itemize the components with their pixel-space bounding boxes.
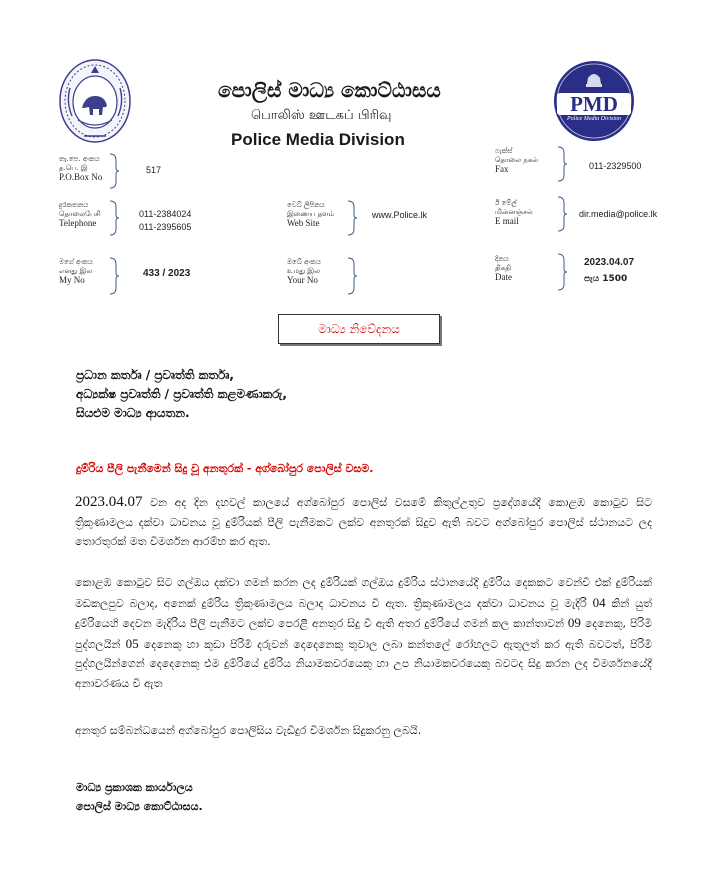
men-injured-count: 05 (125, 635, 139, 651)
header-title-tamil: பொலிஸ் ஊடகப் பிரிவு (251, 108, 392, 123)
fax-value: 011-2329500 (589, 161, 642, 171)
signature-line: පොලිස් මාධ්‍ය කොට්ඨාසය. (76, 800, 203, 813)
date-brace (556, 253, 568, 291)
pmd-logo-text: PMD (570, 92, 618, 116)
paragraph-1: 2023.04.07 වන අද දින දහවල් කාලයේ අග්බෝපුර පොලිස් වසමේ කිතුල්උතුව ප්‍රදේශයේදී කොළඹ කොටුව සිට ත්‍රිකුණාමලය දක්වා ධාවනය වූ දුම්රියක් පීලි පැනීමකට ලක්ව අනතුරක් සිදුව ඇති බවට අග්බෝපුර පොලිස් ස්ථානයට ලද තොරතුරක් මත විමර්ශන ආරම්භ කර ඇත. (75, 494, 652, 548)
header-title-sinhala: පොලිස් මාධ්‍ය කොට්ඨාසය (218, 78, 441, 102)
date-label: දිනය திகதி Date (495, 255, 512, 282)
paragraph-3: අනතුර සම්බන්ධයෙන් අග්බෝපුර පොලිසිය වැඩිදුර විමර්ශන සිදුකරනු ලබයි. (75, 724, 422, 737)
fax-brace (556, 146, 568, 182)
signature-line: මාධ්‍ය ප්‍රකාශක කාර්යාලය (76, 781, 193, 794)
yourno-brace (346, 257, 358, 295)
telephone-label: දුරකතනය தொலைபேசி Telephone (59, 201, 101, 228)
yourno-label: ඔබේ අංකය உமது இல Your No (287, 258, 321, 285)
pmd-logo-subtext: Police Media Division (567, 116, 621, 122)
myno-brace (108, 257, 120, 295)
website-value: www.Police.lk (372, 210, 428, 220)
pmd-logo (553, 60, 635, 142)
paragraph-2: කොළඹ කොටුව සිට ගල්ඔය දක්වා ගමන් කරන ලද දුම්රියක් ගල්ඔය දුම්රිය ස්ථානයේදී දුම්රිය දෙකකට වෙන්වී එක් දුම්රියක් මඩකලපුව බලාද, අනෙක් දුම්රිය ත්‍රිකුණාමලය බලාද ධාවනය වී ඇත. ත්‍රිකුණාමලය දක්වා ධාවනය වූ මැදිරි 04 කින් යුත් දුම්රියෙහි දෙවන මැදිරිය පීලි පැනීමට ලක්ව පෙරළී අනතුර සිදු වී ඇති අතර දුම්රියේ ගමන් කල කාන්තාවන් 09 දෙනෙකු, පිරිමි පුද්ගලයින් 05 දෙනෙකු හා කුඩා පිරිමි දරුවන් දෙදෙනෙකු තුවාල ලබා කන්තලේ රෝහලට ඇතුලත් කර ඇති බවටත්, පිරිමි පුද්ගලයින්ගෙන් දෙදෙනෙකු එම දුම්රියේ දුම්රිය නියාමකවරයෙකු හා උප නියාමකවරයෙකු බවටද සිදු කරන ලද විමර්ශනයේදී අනාවරණය වී ඇත (75, 576, 653, 690)
telephone-value-2: 011-2395605 (139, 222, 192, 232)
police-emblem-logo (58, 58, 132, 144)
time-value: පැය 1500 (584, 274, 628, 284)
email-brace (556, 196, 568, 232)
incident-date: 2023.04.07 (75, 494, 143, 510)
pobox-brace (108, 153, 120, 189)
email-label: ඊ මේල් மின்னஞ்சல் E mail (495, 199, 533, 226)
header-title-english: Police Media Division (231, 130, 405, 149)
signature-block (76, 778, 203, 816)
notice-title-box: මාධ්‍ය නිවේදනය (278, 314, 440, 344)
telephone-brace (108, 200, 120, 236)
pobox-label: තැ.පෙ. අංකය த.பெ. இ P.O.Box No (59, 155, 103, 182)
women-injured-count: 09 (567, 615, 581, 630)
telephone-value-1: 011-2384024 (139, 209, 192, 219)
addressee-line: ප්‍රධාන කර්තෘ / ප්‍රවෘත්ති කර්තෘ, (76, 368, 234, 382)
website-brace (346, 200, 358, 236)
website-label: වෙබ් ලිපිනය இணைய தளம் Web Site (287, 201, 335, 228)
email-value: dir.media@police.lk (579, 209, 658, 219)
fax-label: ෆැක්ස් தொலை நகல் Fax (495, 147, 539, 174)
addressee-line: අධ්‍යක්ෂ ප්‍රවෘත්ති / ප්‍රවෘත්ති කළමණාකරු, (76, 387, 287, 401)
subject-line: දුම්රිය පීලි පැනීමෙන් සිදු වූ අනතුරක් - අග්බෝපුර පොලිස් වසම. (76, 462, 374, 475)
myno-label: මගේ අංකය எனது இல My No (59, 258, 93, 285)
myno-value: 433 / 2023 (143, 268, 191, 279)
addressee-line: සියළුම මාධ්‍ය ආයතන. (76, 406, 190, 420)
date-value: 2023.04.07 (584, 257, 635, 268)
addressee-list (76, 366, 287, 423)
carriage-count: 04 (592, 594, 606, 610)
pobox-value: 517 (146, 165, 162, 175)
